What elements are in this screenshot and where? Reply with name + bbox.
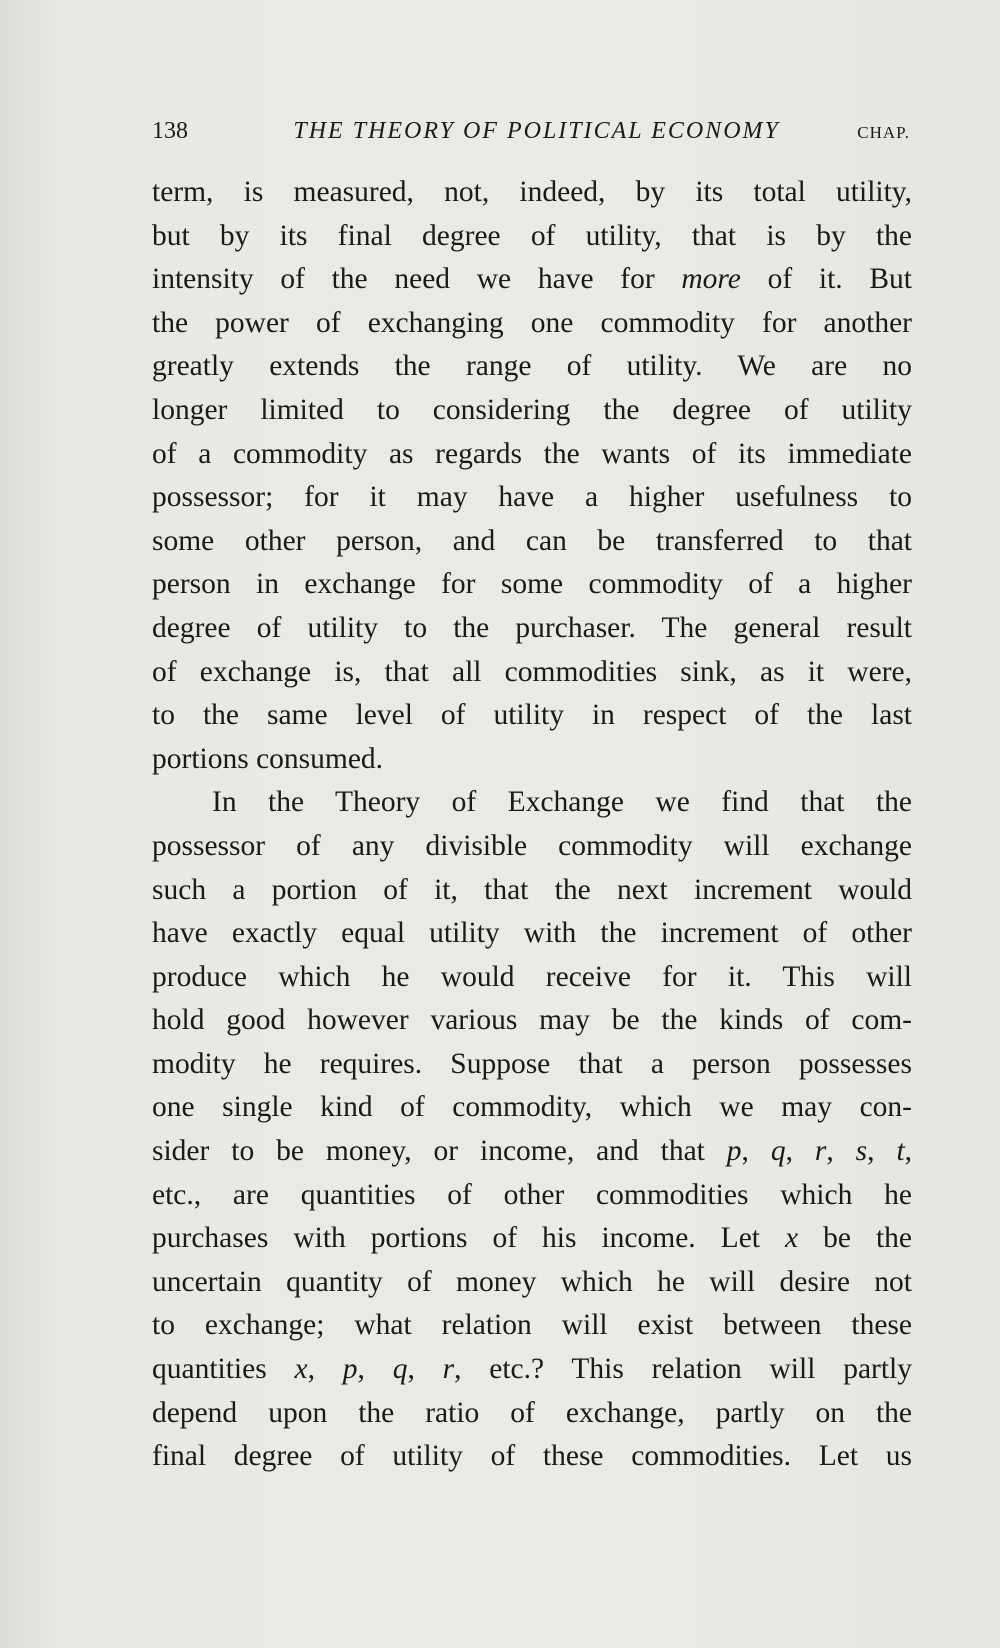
text-line: portions consumed. — [152, 742, 384, 775]
text-line: etc., are quantities of other commodities which he — [152, 1178, 912, 1211]
text-line: of a commodity as regards the wants of its immediate — [152, 437, 912, 470]
text-line: some other person, and can be transferred to that — [152, 524, 912, 557]
text-line: have exactly equal utility with the increment of other — [152, 917, 912, 950]
text-line: quantities x, p, q, r, etc.? This relation will partly — [152, 1353, 913, 1386]
chapter-mark: CHAP. — [857, 123, 910, 142]
text-line: In the Theory of Exchange we find that the — [212, 786, 912, 819]
text-line: depend upon the ratio of exchange, partly on the — [152, 1396, 912, 1429]
text-line: purchases with portions of his income. Let x be the — [152, 1222, 912, 1255]
text-line: but by its final degree of utility, that is by the — [152, 219, 912, 252]
text-line: uncertain quantity of money which he will desire not — [152, 1265, 912, 1298]
text-line: degree of utility to the purchaser. The general result — [152, 611, 912, 644]
paragraph-2 — [152, 781, 912, 1479]
text-line: final degree of utility of these commodities. Let us — [152, 1440, 912, 1473]
emphasis-word: more — [681, 263, 741, 296]
text-line: such a portion of it, that the next increment would — [152, 873, 912, 906]
body-text — [152, 171, 912, 1479]
running-title: THE THEORY OF POLITICAL ECONOMY — [293, 118, 780, 144]
text-line: the power of exchanging one commodity for another — [152, 306, 912, 339]
text-line: person in exchange for some commodity of a higher — [152, 568, 912, 601]
page-header — [152, 118, 910, 158]
text-line: to exchange; what relation will exist between these — [152, 1309, 912, 1342]
text-line: of exchange is, that all commodities sink, as it were, — [152, 655, 912, 688]
text-line: longer limited to considering the degree of utility — [152, 393, 912, 426]
text-line: intensity of the need we have for more of it. But — [152, 263, 912, 296]
text-line: one single kind of commodity, which we may con- — [152, 1091, 912, 1124]
text-line: greatly extends the range of utility. We are no — [152, 350, 912, 383]
paragraph-1 — [152, 171, 912, 781]
page-number: 138 — [152, 118, 188, 144]
text-line: sider to be money, or income, and that p, q, r, s, t, — [152, 1135, 913, 1168]
text-line: hold good however various may be the kinds of com- — [152, 1004, 912, 1037]
text-line: possessor; for it may have a higher usefulness to — [152, 481, 912, 514]
text-line: produce which he would receive for it. This will — [152, 960, 912, 993]
text-line: term, is measured, not, indeed, by its total utility, — [152, 176, 912, 208]
text-line: modity he requires. Suppose that a person possesses — [152, 1047, 912, 1080]
text-line: possessor of any divisible commodity will exchange — [152, 829, 912, 862]
text-line: to the same level of utility in respect of the last — [152, 699, 912, 732]
